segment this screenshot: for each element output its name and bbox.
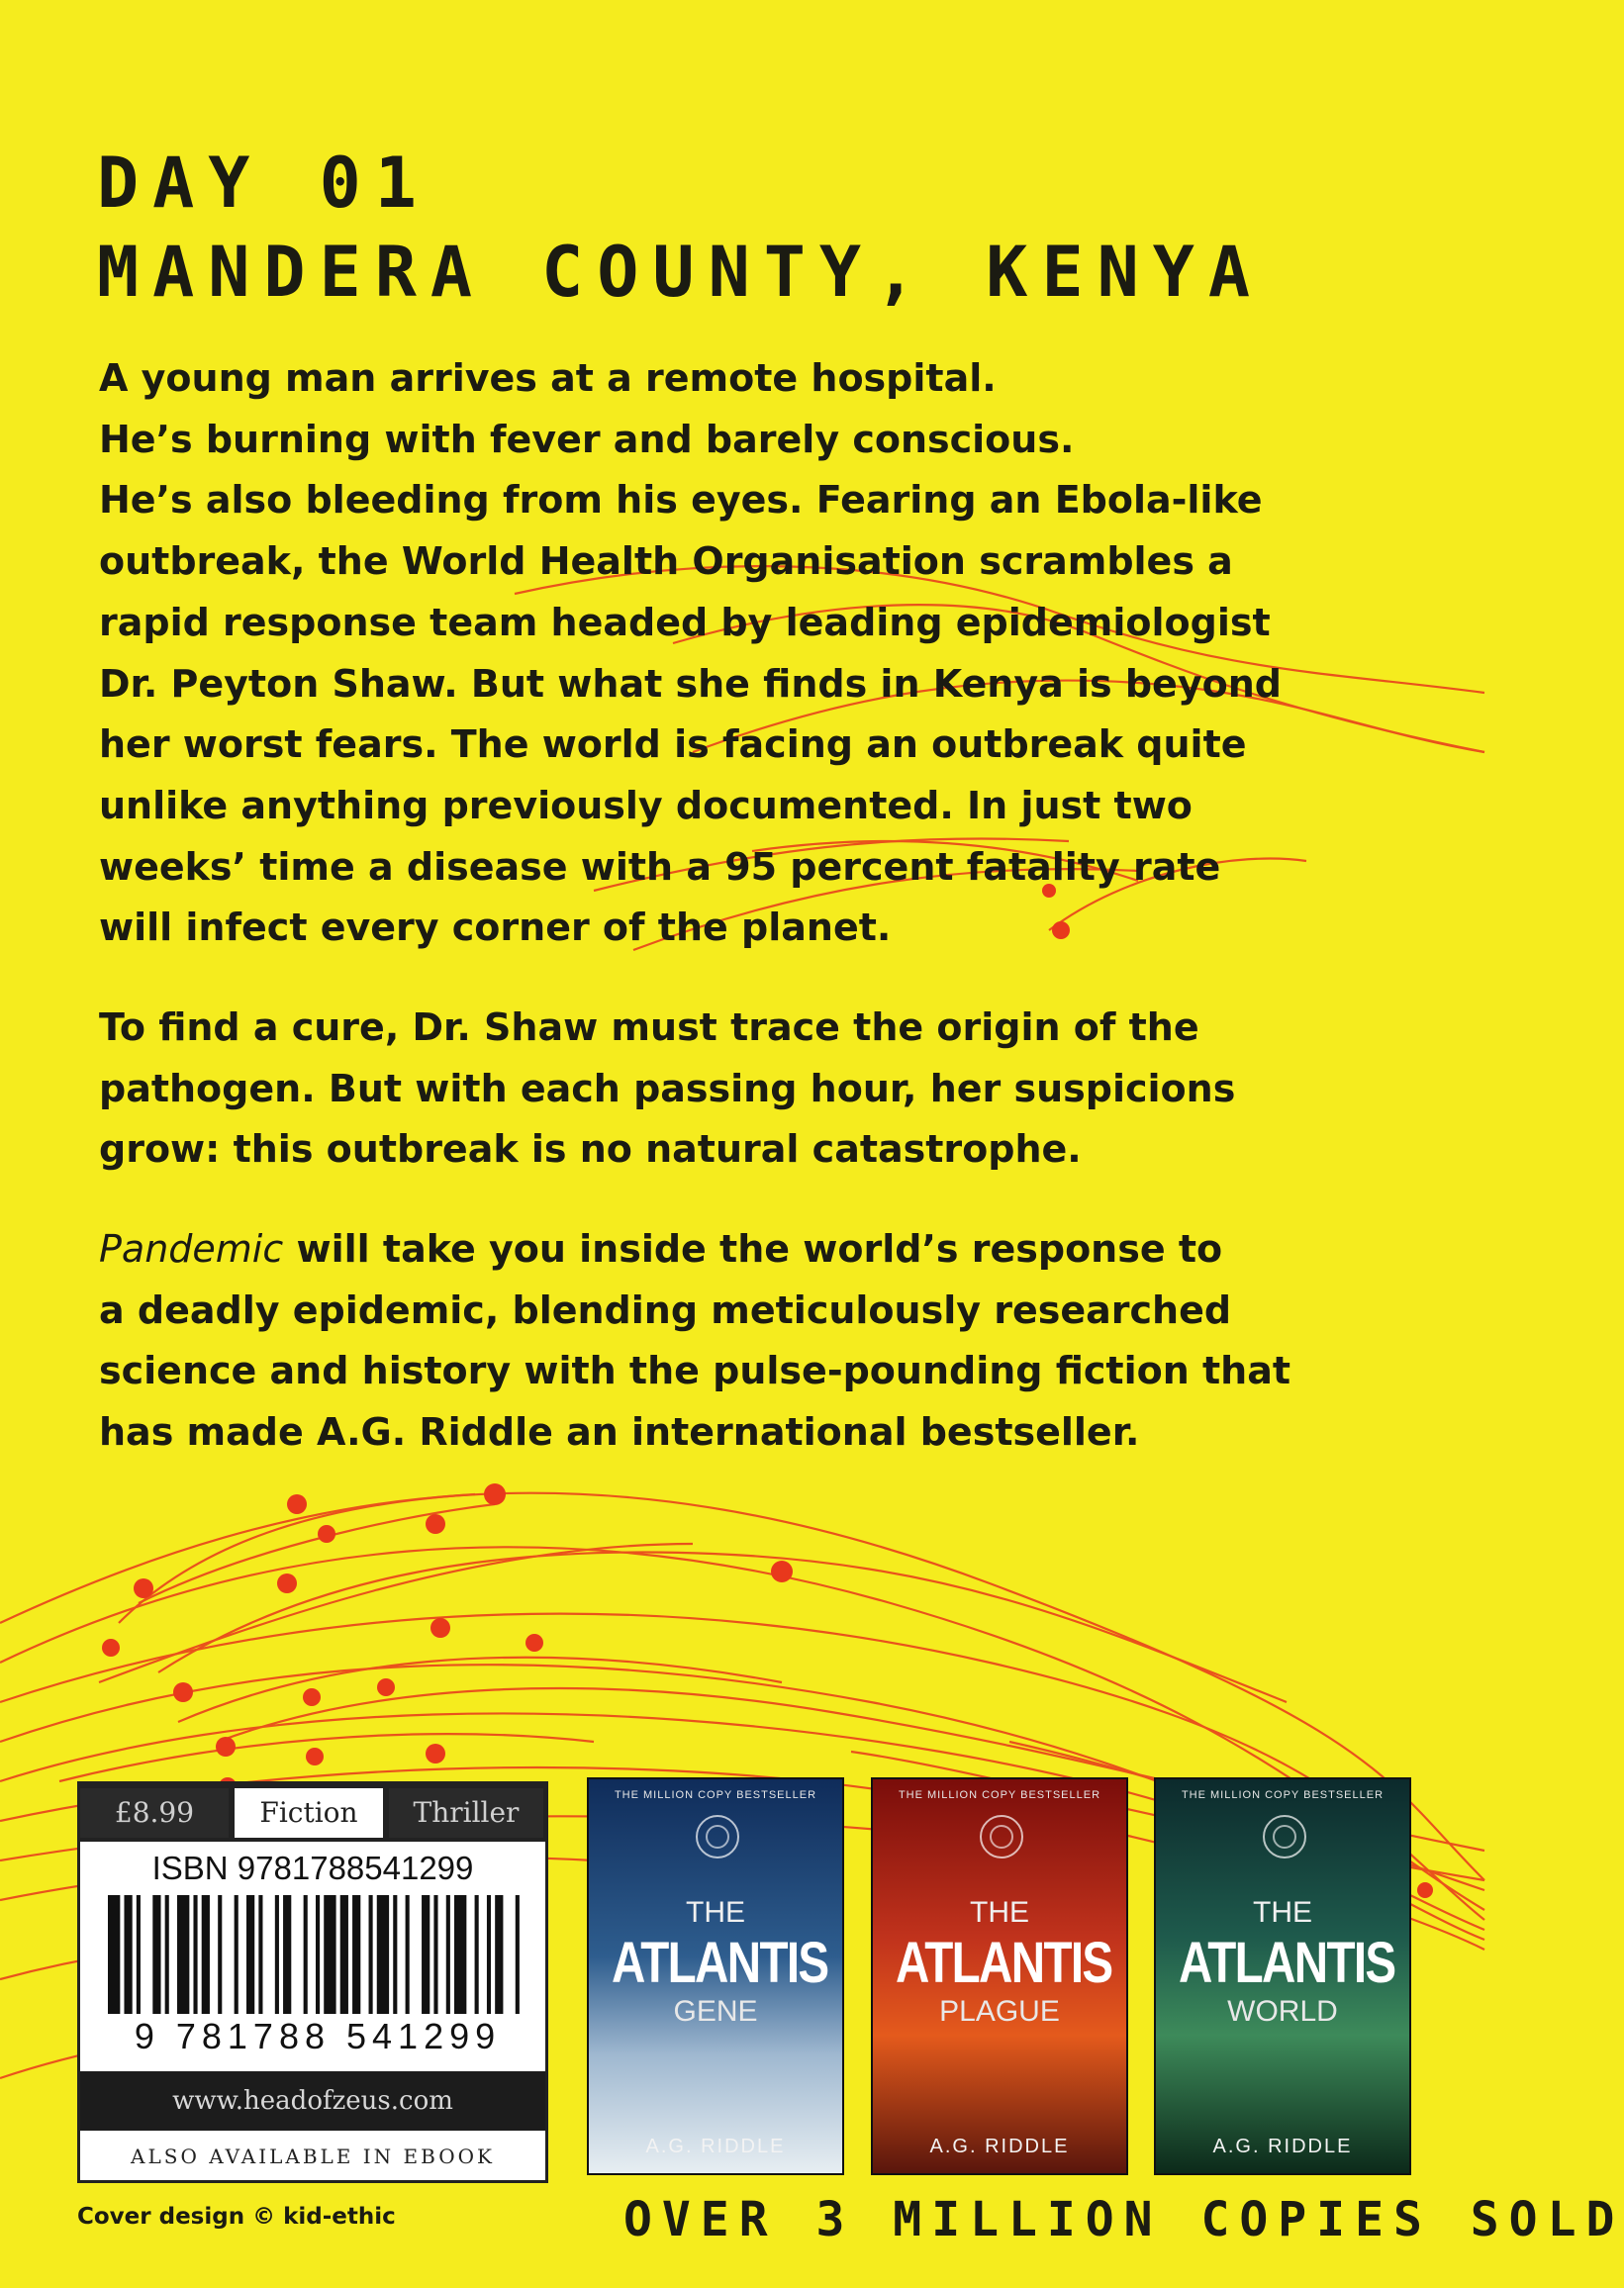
blurb-line: will infect every corner of the planet.	[99, 906, 892, 950]
book-title-the: THE	[970, 1896, 1029, 1929]
book-cover-atlantis-world	[1154, 1777, 1411, 2175]
barcode-bar	[475, 1895, 479, 2014]
barcode-bar	[235, 1895, 239, 2014]
blurb-line: A young man arrives at a remote hospital.	[99, 356, 997, 400]
barcode-digits: 9 781788 541299	[134, 2016, 502, 2056]
barcode-bar	[137, 1895, 141, 2014]
price-barcode-sticker	[77, 1781, 548, 2183]
book-author: A.G. RIDDLE	[929, 2136, 1070, 2157]
barcode-bar	[454, 1895, 466, 2014]
blurb-line: grow: this outbreak is no natural catastrophe.	[99, 1127, 1082, 1172]
blurb-line: a deadly epidemic, blending meticulously researched	[99, 1287, 1232, 1332]
ebook-note: ALSO AVAILABLE IN EBOOK	[131, 2145, 495, 2168]
blurb-line: science and history with the pulse-pounding fiction that	[99, 1349, 1291, 1393]
book-title-main: ATLANTIS	[896, 1931, 1112, 1995]
blurb-line: He’s also bleeding from his eyes. Fearing an Ebola-like	[99, 478, 1263, 523]
barcode-bar	[152, 1895, 160, 2014]
category-label: Fiction	[235, 1788, 383, 1838]
barcode-bar	[124, 1895, 132, 2014]
blurb-paragraph-2	[99, 998, 1267, 1181]
book-author: A.G. RIDDLE	[1212, 2136, 1353, 2157]
blurb-line: unlike anything previously documented. In just two	[99, 783, 1193, 827]
book-title-main: ATLANTIS	[612, 1931, 828, 1995]
blurb-line	[99, 1219, 1267, 1281]
barcode-bar	[304, 1895, 308, 2014]
barcode-bar	[406, 1895, 410, 2014]
book-tagline: THE MILLION COPY BESTSELLER	[898, 1789, 1101, 1801]
barcode-bar	[446, 1895, 450, 2014]
barcode-bar	[108, 1895, 120, 2014]
blurb-line: her worst fears. The world is facing an outbreak quite	[99, 722, 1247, 767]
blurb-line: outbreak, the World Health Organisation scrambles a	[99, 539, 1233, 584]
blurb-line: has made A.G. Riddle an international bestseller.	[99, 1410, 1140, 1455]
blurb-paragraph-1	[99, 348, 1282, 959]
book-title-main: ATLANTIS	[1179, 1931, 1395, 1995]
publisher-website: www.headofzeus.com	[80, 2071, 545, 2131]
isbn-label: ISBN 9781788541299	[151, 1850, 474, 1886]
book-title-italic: Pandemic	[99, 1227, 284, 1271]
book-title-sub: GENE	[673, 1995, 758, 2028]
barcode-bar	[495, 1895, 503, 2014]
barcode-bar	[369, 1895, 373, 2014]
sales-banner: OVER 3 MILLION COPIES SOLD	[623, 2192, 1624, 2247]
barcode-bar	[202, 1895, 210, 2014]
book-title-the: THE	[686, 1896, 745, 1929]
book-cover-atlantis-plague	[871, 1777, 1128, 2175]
book-tagline: THE MILLION COPY BESTSELLER	[1181, 1789, 1385, 1801]
barcode-bar	[324, 1895, 335, 2014]
location-heading: MANDERA COUNTY, KENYA	[97, 232, 1265, 313]
genre-label: Thriller	[389, 1788, 543, 1838]
barcode-bar	[422, 1895, 430, 2014]
blurb-line-rest: will take you inside the world’s response to	[283, 1227, 1223, 1271]
cover-design-credit: Cover design © kid-ethic	[77, 2204, 396, 2230]
barcode-bar	[283, 1895, 291, 2014]
book-cover-atlantis-gene	[587, 1777, 844, 2175]
seal-icon	[696, 1815, 739, 1859]
barcode-bar	[275, 1895, 279, 2014]
barcode-bar	[352, 1895, 360, 2014]
barcode-bar	[193, 1895, 197, 2014]
barcode-bar	[316, 1895, 320, 2014]
blurb-line: To find a cure, Dr. Shaw must trace the origin of the	[99, 1005, 1199, 1049]
seal-icon	[980, 1815, 1023, 1859]
barcode-bar	[246, 1895, 254, 2014]
blurb-line: pathogen. But with each passing hour, her suspicions	[99, 1066, 1236, 1110]
price-label: £8.99	[80, 1788, 229, 1838]
barcode-bar	[177, 1895, 189, 2014]
book-author: A.G. RIDDLE	[645, 2136, 786, 2157]
barcode-bar	[218, 1895, 222, 2014]
book-tagline: THE MILLION COPY BESTSELLER	[614, 1789, 817, 1801]
barcode-bar	[258, 1895, 262, 2014]
seal-icon	[1263, 1815, 1306, 1859]
blurb-line: weeks’ time a disease with a 95 percent fatality rate	[99, 844, 1221, 889]
category-tabs	[80, 1784, 545, 1842]
day-heading: DAY 01	[97, 143, 430, 224]
blurb-line: Dr. Peyton Shaw. But what she finds in Kenya is beyond	[99, 661, 1282, 706]
book-title-the: THE	[1253, 1896, 1312, 1929]
barcode-bar	[487, 1895, 491, 2014]
blurb-line: He’s burning with fever and barely conscious.	[99, 417, 1075, 461]
barcode-bar	[393, 1895, 397, 2014]
barcode-bar	[165, 1895, 169, 2014]
blurb-paragraph-3	[99, 1219, 1291, 1464]
book-title-sub: WORLD	[1227, 1995, 1338, 2028]
blurb-line: rapid response team headed by leading epidemiologist	[99, 600, 1271, 644]
book-title-sub: PLAGUE	[939, 1995, 1060, 2028]
barcode-bar	[516, 1895, 520, 2014]
barcode-icon	[108, 1895, 524, 2014]
barcode-bar	[340, 1895, 348, 2014]
barcode-bar	[433, 1895, 437, 2014]
barcode-bar	[377, 1895, 389, 2014]
